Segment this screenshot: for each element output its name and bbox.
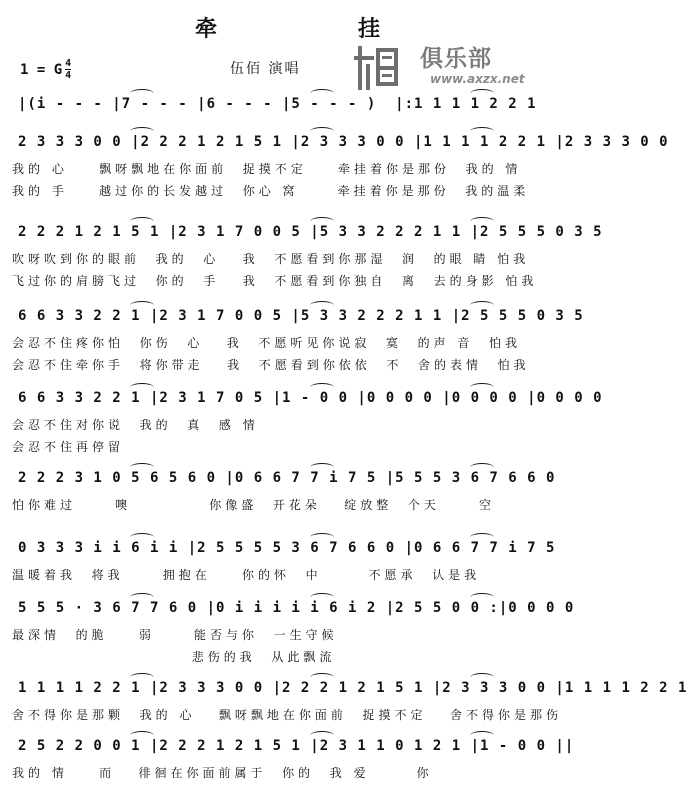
lyric-line-verse-1: 舍不得你是那颗 我的 心 飘呀飘地在你面前 捉摸不定 舍不得你是那伤 [12,708,562,722]
lyric-line-verse-2: 我的 手 越过你的长发越过 你心 窝 牵挂着你是那份 我的温柔 [12,184,530,198]
slur-mark [130,533,154,542]
notation-row: 0 3 3 3 i i 6 i i |2 5 5 5 5 3 6 7 6 6 0 |0 6 6 7 7 i 7 5 [18,540,556,556]
slur-mark [310,731,334,740]
slur-mark [470,217,494,226]
slur-mark [130,463,154,472]
slur-mark [470,383,494,392]
notation-row: 6 6 3 3 2 2 1 |2 3 1 7 0 0 5 |5 3 3 2 2 2 1 1 |2 5 5 5 0 3 5 [18,308,584,324]
lyric-line-verse-1: 会忍不住对你说 我的 真 感 情 [12,418,259,432]
watermark-url: www.axzx.net [430,72,525,86]
lyric-line-verse-1: 吹呀吹到你的眼前 我的 心 我 不愿看到你那湿 润 的眼 睛 怕我 [12,252,530,266]
slur-mark [310,301,334,310]
score-body [10,0,687,796]
notation-row: 2 5 2 2 0 0 1 |2 2 2 1 2 1 5 1 |2 3 1 1 0 1 2 1 |1 - 0 0 || [18,738,575,754]
slur-mark [470,673,494,682]
slur-mark [130,383,154,392]
notation-row: 2 3 3 3 0 0 |2 2 2 1 2 1 5 1 |2 3 3 3 0 0 |1 1 1 1 2 2 1 |2 3 3 3 0 0 [18,134,669,150]
lyric-line-verse-1: 会忍不住疼你怕 你伤 心 我 不愿听见你说寂 寞 的声 音 怕我 [12,336,522,350]
slur-mark [310,89,334,98]
notation-row: 6 6 3 3 2 2 1 |2 3 1 7 0 5 |1 - 0 0 |0 0 0 0 |0 0 0 0 |0 0 0 0 [18,390,603,406]
slur-mark [470,301,494,310]
slur-mark [310,673,334,682]
notation-row: 2 2 2 3 1 0 5 6 5 6 0 |0 6 6 7 7 i 7 5 |5 5 5 3 6 7 6 6 0 [18,470,556,486]
notation-row: |(i - - - |7 - - - |6 - - - |5 - - - ) |:1 1 1 1 2 2 1 [18,96,537,112]
slur-mark [130,127,154,136]
slur-mark [130,217,154,226]
lyric-line-verse-1: 我的 心 飘呀飘地在你面前 捉摸不定 牵挂着你是那份 我的 情 [12,162,522,176]
slur-mark [310,383,334,392]
title-char-2: 挂 [357,17,380,42]
slur-mark [310,533,334,542]
lyric-line-verse-1: 我的 情 而 徘徊在你面前属于 你的 我 爱 你 [12,766,433,780]
lyric-line-verse-2: 悲伤的我 从此飘流 [12,650,336,664]
slur-mark [470,533,494,542]
slur-mark [130,731,154,740]
lyric-line-verse-1: 温暖着我 将我 拥抱在 你的怀 中 不愿承 认是我 [12,568,481,582]
key-label: 1 = G [20,61,63,78]
watermark-brand: 俱乐部 [420,46,492,72]
singer-credit: 伍佰 演唱 [230,61,301,77]
time-bottom: 4 [65,70,72,81]
time-top: 4 [65,58,72,69]
slur-mark [310,593,334,602]
title-char-1: 牵 [195,17,218,42]
slur-mark [310,463,334,472]
notation-row: 5 5 5 · 3 6 7 7 6 0 |0 i i i i i 6 i 2 |2 5 5 0 0 :|0 0 0 0 [18,600,575,616]
lyric-line-verse-2: 会忍不住牵你手 将你带走 我 不愿看到你依依 不 舍的表情 怕我 [12,358,530,372]
notation-row: 1 1 1 1 2 2 1 |2 3 3 3 0 0 |2 2 2 1 2 1 5 1 |2 3 3 3 0 0 |1 1 1 1 2 2 1 [18,680,687,696]
lyric-line-verse-1: 最深情 的脆 弱 能否与你 一生守候 [12,628,338,642]
slur-mark [130,301,154,310]
lyric-line-verse-2: 飞过你的肩膀飞过 你的 手 我 不愿看到你独自 离 去的身影 怕我 [12,274,538,288]
slur-mark [130,593,154,602]
slur-mark [470,593,494,602]
slur-mark [130,89,154,98]
lyric-line-verse-1: 怕你难过 噢 你像盛 开花朵 绽放整 个天 空 [12,498,495,512]
slur-mark [470,463,494,472]
lyric-line-verse-2: 会忍不住再停留 [12,440,125,454]
slur-mark [470,127,494,136]
notation-row: 2 2 2 1 2 1 5 1 |2 3 1 7 0 0 5 |5 3 3 2 2 2 1 1 |2 5 5 5 0 3 5 [18,224,603,240]
slur-mark [310,217,334,226]
slur-mark [310,127,334,136]
slur-mark [470,731,494,740]
slur-mark [470,89,494,98]
slur-mark [130,673,154,682]
